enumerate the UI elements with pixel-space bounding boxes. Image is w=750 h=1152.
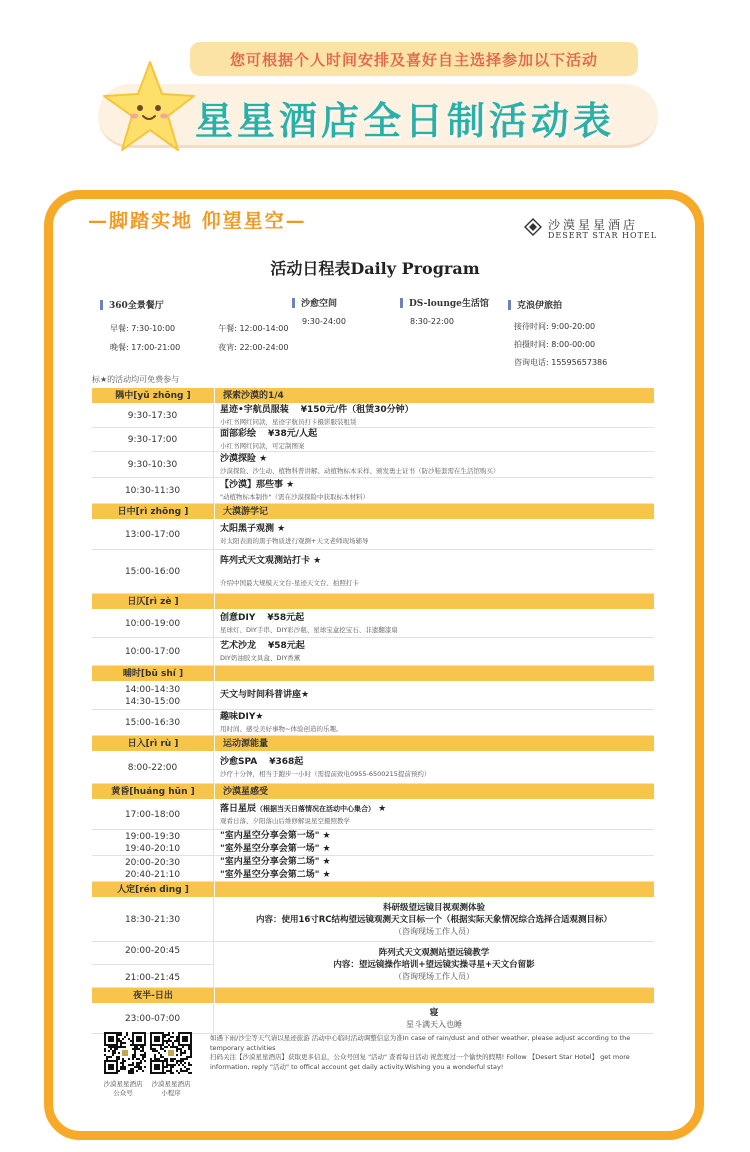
- venue-hours: 早餐: 7:30-10:00: [110, 324, 176, 333]
- venue-hours: 8:30-22:00: [410, 317, 454, 326]
- activity-time: [92, 856, 214, 881]
- activity-desc: 介绍中国最大规模天文台-星迹天文台、拍照打卡: [220, 579, 359, 587]
- activity-content: [214, 638, 654, 665]
- table-row: [92, 752, 654, 784]
- activity-content: [214, 682, 654, 709]
- hotel-logo-icon: [524, 218, 542, 236]
- activity-content: [214, 800, 654, 829]
- venue-hours: 午餐: 12:00-14:00: [218, 324, 289, 333]
- venue-name: 沙愈空间: [292, 296, 346, 309]
- activity-content: [214, 942, 654, 987]
- venue-hours: 9:30-24:00: [302, 317, 346, 326]
- activity-name: [220, 428, 648, 441]
- activity-desc: 小红书网红同款，可定制图案: [220, 442, 305, 450]
- activity-title: 太阳黑子观测 ★: [220, 524, 286, 534]
- time-text: 17:00-18:00: [124, 809, 181, 820]
- doc-title: 活动日程表Daily Program: [270, 259, 480, 278]
- table-row: [92, 520, 654, 550]
- activity-content: [214, 1004, 654, 1033]
- activity-title: 创意DIY: [220, 613, 256, 623]
- venue-name: DS-lounge生活馆: [400, 296, 489, 309]
- activity-time: [92, 478, 214, 503]
- table-row: [92, 404, 654, 428]
- activity-desc: 沙漠探险、沙生动、植物科普讲解、动植物标本采样、颁发勇士证书（防沙鞋套需在生活馆购买）: [220, 467, 500, 475]
- venue-photo: [508, 298, 607, 368]
- section-theme: [214, 666, 654, 681]
- activity-name: "室内星空分享会第一场" ★: [220, 830, 331, 841]
- banner-subtitle: 您可根据个人时间安排及喜好自主选择参加以下活动: [190, 42, 638, 76]
- activity-title: 艺术沙龙: [220, 641, 257, 651]
- activity-desc: DIY奶油胶文具盒、DIY香薰: [220, 654, 301, 662]
- activity-desc: 对太阳表面的黑子物质进行观测+天文老师现场辅导: [220, 537, 369, 545]
- footer-follow-notice: 扫码关注【沙漠星星酒店】获取更多信息，公众号回复 "活动" 查看每日活动 祝您度过一个愉快的假期! Follow 【Desert Star Hotel】 get more information, reply "活动" to offical account get daily activity.Wishing you a wonderful stay!: [210, 1053, 630, 1071]
- qr-label-mini-program: 沙漠星星酒店 小程序: [151, 1080, 191, 1097]
- activity-name: [220, 404, 648, 417]
- time-text: 23:00-07:00: [124, 1013, 181, 1024]
- section-period: 日仄[rì zè ]: [127, 597, 179, 607]
- activity-content: [214, 404, 654, 427]
- section-period: 夜半-日出: [133, 991, 173, 1001]
- section-header: [92, 388, 654, 404]
- activity-name: [220, 756, 648, 769]
- table-row: [92, 638, 654, 666]
- table-row: [92, 710, 654, 736]
- venue-lounge: [400, 296, 489, 326]
- section-period: 隅中[yǔ zhōng ]: [115, 391, 191, 401]
- time-text: 15:00-16:00: [124, 566, 181, 577]
- activity-name: [220, 803, 648, 816]
- activity-name: [220, 711, 648, 724]
- star-mascot-icon: [100, 58, 196, 158]
- activity-content: [214, 856, 654, 881]
- time-text: 18:30-21:30: [124, 914, 181, 925]
- section-header: [92, 594, 654, 610]
- activity-time: [92, 428, 214, 451]
- activity-content: [214, 898, 654, 941]
- activity-name: [220, 555, 648, 568]
- time-text: 10:00-19:00: [124, 618, 181, 629]
- time-text: 21:00-21:45: [124, 972, 181, 983]
- venue-name: 360全景餐厅: [100, 298, 288, 311]
- activity-title: 【沙漠】那些事 ★: [220, 480, 295, 490]
- banner-title: 星星酒店全日制活动表: [194, 98, 615, 143]
- section-period: 黄昏[huáng hūn ]: [111, 787, 195, 797]
- activity-content: [214, 478, 654, 503]
- table-row: [92, 452, 654, 478]
- time-text: 19:00-19:30: [124, 831, 181, 842]
- activity-name: [220, 689, 648, 702]
- free-note: 标★的活动均可免费参与: [92, 375, 180, 384]
- table-row: [92, 1004, 654, 1034]
- activity-time: [92, 550, 214, 593]
- activity-price: ¥58元起: [268, 641, 305, 651]
- section-header: [92, 988, 654, 1004]
- activity-line: （咨询现场工作人员）: [394, 927, 474, 936]
- hotel-name-cn: 沙漠星星酒店: [548, 218, 639, 232]
- activity-content: [214, 752, 654, 783]
- venue-spa: [292, 296, 346, 326]
- footer-weather-notice: 如遇下雨/沙尘等天气请以星迹旅游 活动中心临时活动调整信息为准In case of rain/dust and other weather, please adjust according to the temporary activities: [210, 1034, 631, 1052]
- section-theme: 运动源能量: [214, 736, 654, 751]
- activity-name: "室外星空分享会第二场" ★: [220, 869, 331, 880]
- activity-time: [92, 520, 214, 549]
- activity-content: [214, 520, 654, 549]
- activity-line: 内容：望远镜操作培训+望远镜实操寻星+天文台留影: [333, 960, 535, 970]
- section-theme: [214, 988, 654, 1003]
- activity-price: ¥150元/件（租赁30分钟）: [300, 405, 414, 415]
- activity-desc: "动植物标本制作"（需在沙漠探险中获取标本材料）: [220, 493, 369, 501]
- activity-time: [92, 404, 214, 427]
- time-text: 9:30-17:00: [127, 434, 178, 445]
- activity-desc: 沙疗十分钟，相当于跑步一小时（需提前致电0955-6500215提前预约）: [220, 770, 431, 778]
- section-header: [92, 882, 654, 898]
- footer-notice: [210, 1034, 658, 1072]
- activity-time: [92, 682, 214, 709]
- hotel-logo: [524, 216, 658, 244]
- time-text: 10:00-17:00: [124, 646, 181, 657]
- activity-desc: 用时间、感受美好事物~体验创造的乐趣。: [220, 725, 343, 733]
- activity-name: "室外星空分享会第一场" ★: [220, 843, 331, 854]
- free-star: ★: [375, 804, 387, 814]
- time-divider: [92, 964, 214, 965]
- activity-title: 落日星辰: [220, 804, 257, 814]
- venue-phone: 咨询电话: 15595657386: [514, 358, 608, 367]
- table-row: [92, 682, 654, 710]
- activity-title: 沙愈SPA: [220, 757, 258, 767]
- activity-time: [92, 898, 214, 941]
- section-theme: 探索沙漠的1/4: [214, 388, 654, 403]
- section-theme: [214, 594, 654, 609]
- section-period: 日中[rì zhōng ]: [117, 507, 189, 517]
- activity-time: [92, 800, 214, 829]
- activity-name: [220, 479, 648, 492]
- section-theme: [214, 882, 654, 897]
- time-text: 13:00-17:00: [124, 529, 181, 540]
- activity-time: [92, 752, 214, 783]
- section-theme: 沙漠星感受: [214, 784, 654, 799]
- activity-title: 趣味DIY★: [220, 712, 264, 722]
- activity-name: [220, 523, 648, 536]
- activity-price: ¥38元/人起: [268, 429, 318, 439]
- activity-content: [214, 610, 654, 637]
- venue-hours: 夜宵: 22:00-24:00: [218, 343, 289, 352]
- activity-name: [220, 612, 648, 625]
- activity-name: [220, 640, 648, 653]
- activity-time: [92, 830, 214, 855]
- table-row: [92, 478, 654, 504]
- activity-line: 星斗满天入也睡: [406, 1020, 462, 1029]
- venue-hours: 拍摄时间: 8:00-00:00: [514, 340, 596, 349]
- section-period: 人定[rén dìng ]: [117, 885, 189, 895]
- time-text: 9:30-17:30: [127, 410, 178, 421]
- time-text: 15:00-16:30: [124, 717, 181, 728]
- activity-line: （咨询现场工作人员）: [394, 972, 474, 981]
- section-period: 晡时[bū shí ]: [122, 669, 184, 679]
- time-text: 14:30-15:00: [124, 696, 181, 707]
- activity-price: ¥58元起: [267, 613, 305, 623]
- section-header: [92, 504, 654, 520]
- table-row: [92, 610, 654, 638]
- time-text: 8:00-22:00: [127, 762, 178, 773]
- activity-title: 阵列式天文观测站打卡 ★: [220, 556, 322, 566]
- activity-time: [92, 610, 214, 637]
- section-header: [92, 666, 654, 682]
- activity-content: [214, 452, 654, 477]
- activity-price: ¥368起: [269, 757, 304, 767]
- table-row: [92, 830, 654, 856]
- activity-line: 内容：使用16寸RC结构望远镜观测天文目标一个（根据实际天象情况综合选择合适观测目标）: [255, 915, 613, 925]
- activity-time: [92, 452, 214, 477]
- activity-content: [214, 710, 654, 735]
- activity-name: 科研级望远镜目视观测体验: [382, 903, 485, 913]
- qr-code-official-account: [104, 1032, 146, 1074]
- activity-name: "室内星空分享会第二场" ★: [220, 856, 331, 867]
- table-row: [92, 942, 654, 988]
- qr-label-official-account: 沙漠星星酒店 公众号: [103, 1080, 143, 1097]
- section-period: 日入[rì rù ]: [127, 739, 179, 749]
- activity-desc: 观看日落、夕阳落山后维修解说星空摄照教学: [220, 817, 350, 825]
- activity-time: [92, 710, 214, 735]
- activity-name: 阵列式天文观测站望远镜教学: [378, 948, 490, 958]
- hotel-name-en: DESERT STAR HOTEL: [548, 231, 658, 240]
- activity-note: （根据当天日落情况在活动中心集合）: [256, 805, 376, 813]
- activity-title: 沙漠探险 ★: [220, 454, 268, 464]
- activity-title: 面部彩绘: [220, 429, 257, 439]
- activity-content: [214, 830, 654, 855]
- time-text: 19:40-20:10: [124, 843, 181, 854]
- activity-time: [92, 1004, 214, 1033]
- schedule-table: [92, 388, 654, 1034]
- time-text: 9:30-10:30: [127, 459, 178, 470]
- venue-hours: 接待时间: 9:00-20:00: [514, 322, 596, 331]
- activity-desc: 小红书网红同款，星迹宇航员打卡摄影服装租赁: [220, 418, 357, 426]
- section-header: [92, 736, 654, 752]
- time-text: 20:00-20:30: [124, 857, 181, 868]
- qr-code-mini-program: [150, 1032, 192, 1074]
- time-text: 10:30-11:30: [124, 485, 181, 496]
- activity-time: [92, 942, 214, 987]
- venue-hours: 晚餐: 17:00-21:00: [110, 343, 181, 352]
- activity-name: [220, 453, 648, 466]
- time-text: 14:00-14:30: [124, 684, 181, 695]
- table-row: [92, 800, 654, 830]
- activity-title: 星迹•宇航员服装: [220, 405, 289, 415]
- time-text: 20:00-20:45: [124, 946, 181, 957]
- activity-content: [214, 550, 654, 593]
- activity-content: [214, 428, 654, 451]
- table-row: [92, 428, 654, 452]
- activity-time: [92, 638, 214, 665]
- venue-restaurant: [100, 298, 288, 353]
- time-text: 20:40-21:10: [124, 869, 181, 880]
- table-row: [92, 898, 654, 942]
- activity-name: 寝: [429, 1008, 439, 1018]
- section-theme: 大漠游学记: [214, 504, 654, 519]
- slogan: —脚踏实地 仰望星空—: [88, 210, 307, 232]
- activity-desc: 星球灯、DIY手串、DIY彩沙瓶、星球宝盒挖宝石、非遗翻漆扇: [220, 626, 398, 634]
- section-header: [92, 784, 654, 800]
- table-row: [92, 550, 654, 594]
- table-row: [92, 856, 654, 882]
- activity-title: 天文与时间科普讲座★: [220, 690, 310, 700]
- venue-name: 克浪伊旅拍: [508, 298, 607, 311]
